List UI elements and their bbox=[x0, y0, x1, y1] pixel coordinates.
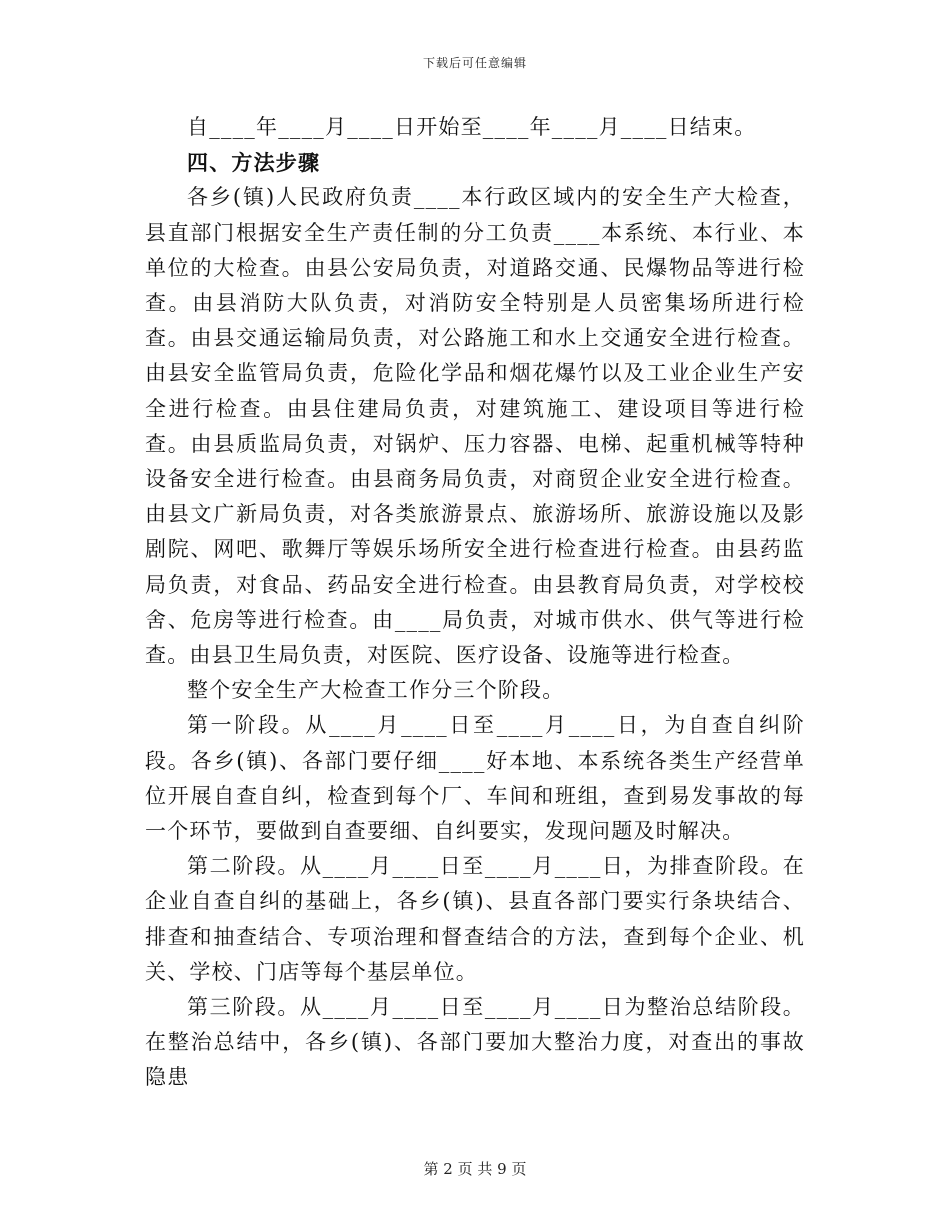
stage-one-paragraph: 第一阶段。从____月____日至____月____日，为自查自纠阶段。各乡(镇)、各部门要仔细____好本地、本系统各类生产经营单位开展自查自纠，检查到每个厂、车间和班组，查到易发事故的每一个环节，要做到自查要细、自纠要实，发现问题及时解决。 bbox=[145, 713, 805, 844]
page-footer: 第 2 页 共 9 页 bbox=[423, 1160, 527, 1178]
section-heading: 四、方法步骤 bbox=[187, 150, 321, 176]
date-range-paragraph: 自____年____月____日开始至____年____月____日结束。 bbox=[187, 115, 757, 139]
stage-three-paragraph: 第三阶段。从____月____日至____月____日为整治总结阶段。在整治总结中，各乡(镇)、各部门要加大整治力度，对查出的事故隐患 bbox=[145, 995, 805, 1090]
responsibility-paragraph: 各乡(镇)人民政府负责____本行政区域内的安全生产大检查，县直部门根据安全生产责任制的分工负责____本系统、本行业、本单位的大检查。由县公安局负责，对道路交通、民爆物品等进行检查。由县消防大队负责，对消防安全特别是人员密集场所进行检查。由县交通运输局负责，对公路施工和水上交通安全进行检查。由县安全监管局负责，危险化学品和烟花爆竹以及工业企业生产安全进行检查。由县住建局负责，对建筑施工、建设项目等进行检查。由县质监局负责，对锅炉、压力容器、电梯、起重机械等特种设备安全进行检查。由县商务局负责，对商贸企业安全进行检查。由县文广新局负责，对各类旅游景点、旅游场所、旅游设施以及影剧院、网吧、歌舞厅等娱乐场所安全进行检查进行检查。由县药监局负责，对食品、药品安全进行检查。由县教育局负责，对学校校舍、危房等进行检查。由____局负责，对城市供水、供气等进行检查。由县卫生局负责，对医院、医疗设备、设施等进行检查。 bbox=[145, 185, 805, 668]
stage-two-paragraph: 第二阶段。从____月____日至____月____日，为排查阶段。在企业自查自纠的基础上，各乡(镇)、县直各部门要实行条块结合、排查和抽查结合、专项治理和督查结合的方法，查到每个企业、机关、学校、门店等每个基层单位。 bbox=[145, 854, 805, 984]
page-header: 下载后可任意编辑 bbox=[422, 56, 527, 70]
stages-intro-paragraph: 整个安全生产大检查工作分三个阶段。 bbox=[187, 678, 565, 703]
document-body bbox=[145, 110, 805, 1096]
